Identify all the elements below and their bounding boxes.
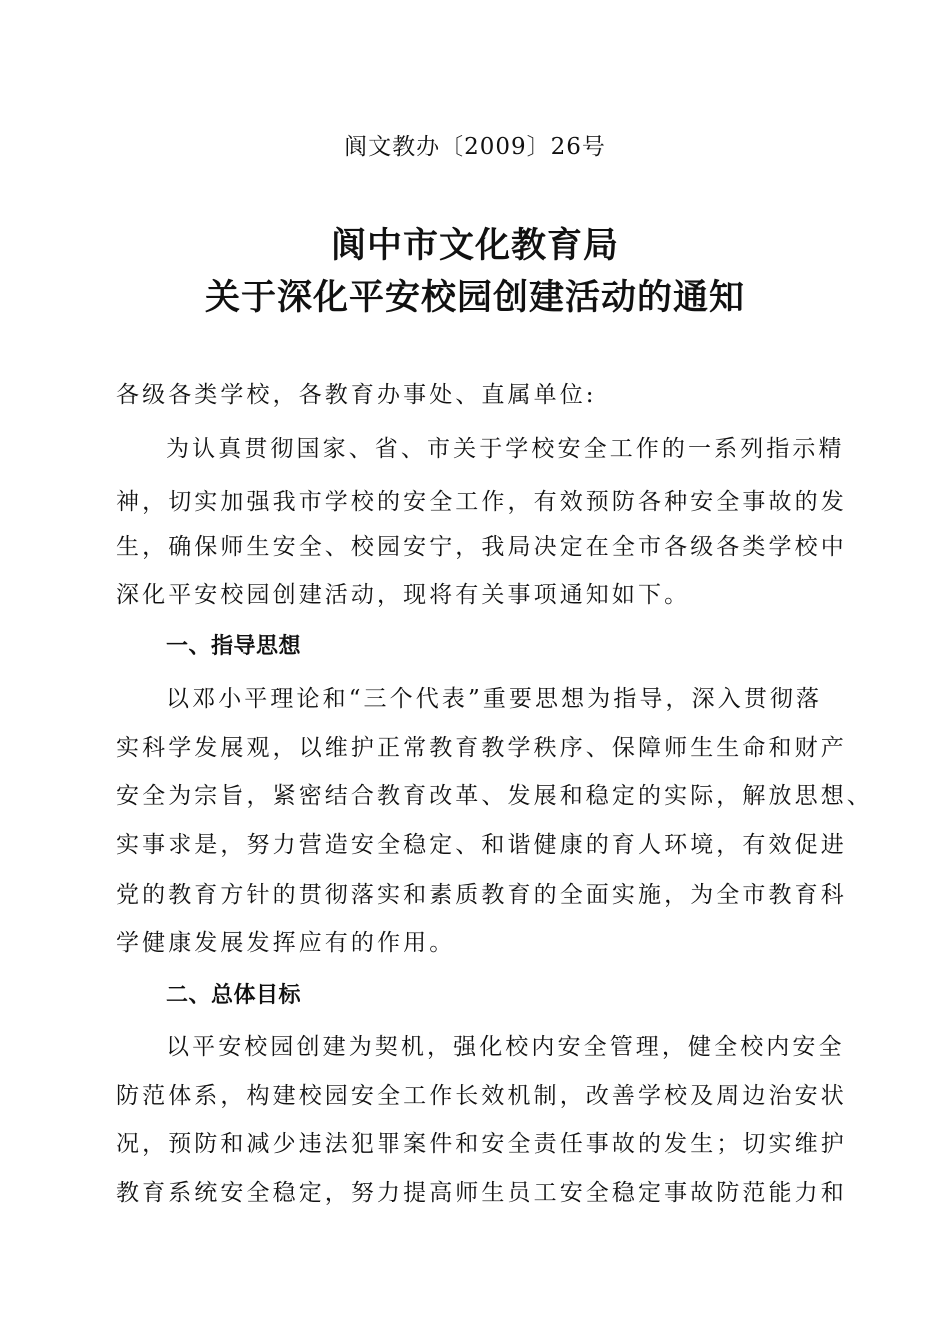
document-number: 阆文教办〔2009〕26号 — [344, 134, 606, 160]
section-2-line: 防范体系，构建校园安全工作长效机制，改善学校及周边治安状 — [116, 1083, 847, 1109]
section-2-line: 以平安校园创建为契机，强化校内安全管理，健全校内安全 — [166, 1034, 845, 1060]
intro-line: 为认真贯彻国家、省、市关于学校安全工作的一系列指示精 — [166, 436, 845, 462]
document-title-line-1: 阆中市文化教育局 — [330, 225, 619, 266]
section-1-line: 党的教育方针的贯彻落实和素质教育的全面实施，为全市教育科 — [116, 882, 847, 908]
section-1-line: 以邓小平理论和“三个代表”重要思想为指导，深入贯彻落 — [166, 686, 823, 712]
section-2-line: 况，预防和减少违法犯罪案件和安全责任事故的发生；切实维护 — [116, 1131, 847, 1157]
section-2-line: 教育系统安全稳定，努力提高师生员工安全稳定事故防范能力和 — [116, 1180, 847, 1206]
section-1-heading: 一、指导思想 — [166, 634, 302, 659]
section-1-line: 安全为宗旨，紧密结合教育改革、发展和稳定的实际，解放思想、 — [116, 783, 873, 809]
section-1-line: 实科学发展观，以维护正常教育教学秩序、保障师生生命和财产 — [116, 735, 847, 761]
salutation: 各级各类学校，各教育办事处、直属单位: — [116, 382, 597, 408]
section-1-line: 学健康发展发挥应有的作用。 — [116, 930, 456, 956]
section-1-line: 实事求是，努力营造安全稳定、和谐健康的育人环境，有效促进 — [116, 832, 847, 858]
document-title-line-2: 关于深化平安校园创建活动的通知 — [204, 277, 745, 318]
intro-line: 生，确保师生安全、校园安宁，我局决定在全市各级各类学校中 — [116, 534, 847, 560]
intro-line: 神，切实加强我市学校的安全工作，有效预防各种安全事故的发 — [116, 489, 847, 515]
section-2-heading: 二、总体目标 — [166, 983, 302, 1008]
intro-line: 深化平安校园创建活动，现将有关事项通知如下。 — [116, 582, 691, 608]
